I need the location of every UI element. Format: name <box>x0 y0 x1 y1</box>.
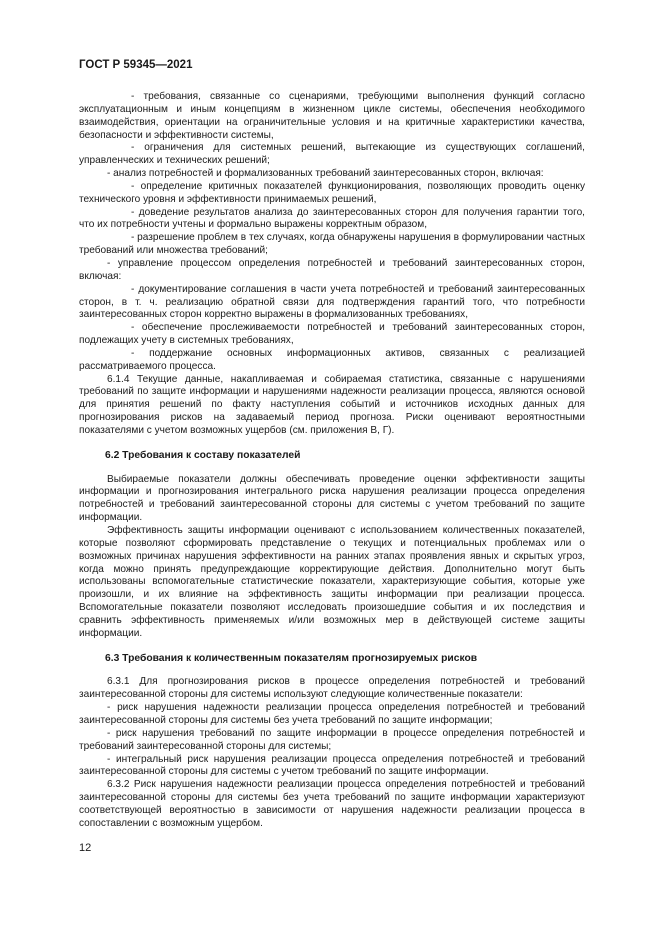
list-item: - анализ потребностей и формализованных требований заинтересованных сторон, включая: <box>107 168 544 180</box>
list-item: - риск нарушения надежности реализации процесса определения потребностей и требований заинтересованной стороны для системы без учета требований по защите информации; <box>79 702 585 726</box>
paragraph-6-3-2: 6.3.2 Риск нарушения надежности реализации процесса определения потребностей и требований заинтересованной стороны для системы без учета требований по защите информации характеризуют соответствующей вероятностью в зависимости от нарушения надежности реализации процесса в сопоставлении с возможным ущербом. <box>79 779 585 829</box>
list-item: - доведение результатов анализа до заинтересованных сторон для получения гарантии того, что их потребности учтены и формально выражены корректным образом, <box>79 206 585 231</box>
list-item: - требования, связанные со сценариями, требующими выполнения функций согласно эксплуатационным и иным концепциям в жизненном цикле системы, обеспечения необходимого взаимодействия, ориентации на ограничительные условия и на критичные характеристики качества, безопасности и эффективности системы, <box>79 91 585 141</box>
page-number: 12 <box>79 842 92 854</box>
paragraph: Эффективность защиты информации оценивают с использованием количественных показателей, которые позволяют сформировать представление о текущих и потенциальных проблемах или о возможных причинах нарушения эффективности на ранних этапах проявления явных и скрытых угроз, когда можно принять предупреждающие корректирующие действия. Дополнительно могут быть использованы вспомогательные статистические показатели, характеризующие события, которые уже произошли, и их влияние на эффективность защиты информации при реализации процесса. Вспомогательные показатели позволяют исследовать произошедшие события и их последствия и сравнить эффективность применяемых и/или возможных мер в действующей системе защиты информации. <box>79 525 585 639</box>
list-item: - интегральный риск нарушения реализации процесса определения потребностей и требований заинтересованной стороны для системы с учетом требований по защите информации. <box>79 753 585 778</box>
list-item: - управление процессом определения потребностей и требований заинтересованных сторон, включая: <box>79 257 585 282</box>
paragraph: Выбираемые показатели должны обеспечивать проведение оценки эффективности защиты информации и прогнозирования интегрального риска нарушения реализации процесса определения потребностей и требований заинтересованной стороны для системы с учетом требований по защите информации. <box>79 473 585 524</box>
list-item: - поддержание основных информационных активов, связанных с реализацией рассматриваемого процесса. <box>79 347 585 372</box>
list-item: - документирование соглашения в части учета потребностей и требований заинтересованных сторон, в т. ч. реализацию обратной связи для подтверждения гарантий того, что потребности заинтересованных сторон корректно выражены в формализованных требованиях, <box>79 283 585 321</box>
section-heading-6-2: 6.2 Требования к составу показателей <box>105 449 301 461</box>
list-item: - определение критичных показателей функционирования, позволяющих проводить оценку технического уровня и эффективности принимаемых решений, <box>79 180 585 205</box>
list-item: - обеспечение прослеживаемости потребностей и требований заинтересованных сторон, подлежащих учету в системных требованиях, <box>79 322 585 347</box>
document-header: ГОСТ Р 59345—2021 <box>79 59 193 71</box>
section-heading-6-3: 6.3 Требования к количественным показателям прогнозируемых рисков <box>105 652 478 664</box>
paragraph-6-3-1: 6.3.1 Для прогнозирования рисков в процессе определения потребностей и требований заинтересованной стороны для системы используют следующие количественные показатели: <box>79 676 585 701</box>
list-item: - риск нарушения требований по защите информации в процессе определения потребностей и требований заинтересованной стороны для системы; <box>79 727 585 752</box>
paragraph-6-1-4: 6.1.4 Текущие данные, накапливаемая и собираемая статистика, связанные с нарушениями требований по защите информации и нарушениями надежности реализации процесса, являются основой для принятия решений по факту наступления событий и источников исходных данных для прогнозирования рисков на задаваемый период прогноза. Риски оценивают вероятностными показателями с учетом возможных ущербов (см. приложения В, Г). <box>79 373 585 436</box>
document-body <box>79 91 585 831</box>
list-item: - разрешение проблем в тех случаях, когда обнаружены нарушения в формулировании частных требований или множества требований; <box>79 232 585 257</box>
list-item: - ограничения для системных решений, вытекающие из существующих соглашений, управленческих и технических решений; <box>79 142 585 167</box>
